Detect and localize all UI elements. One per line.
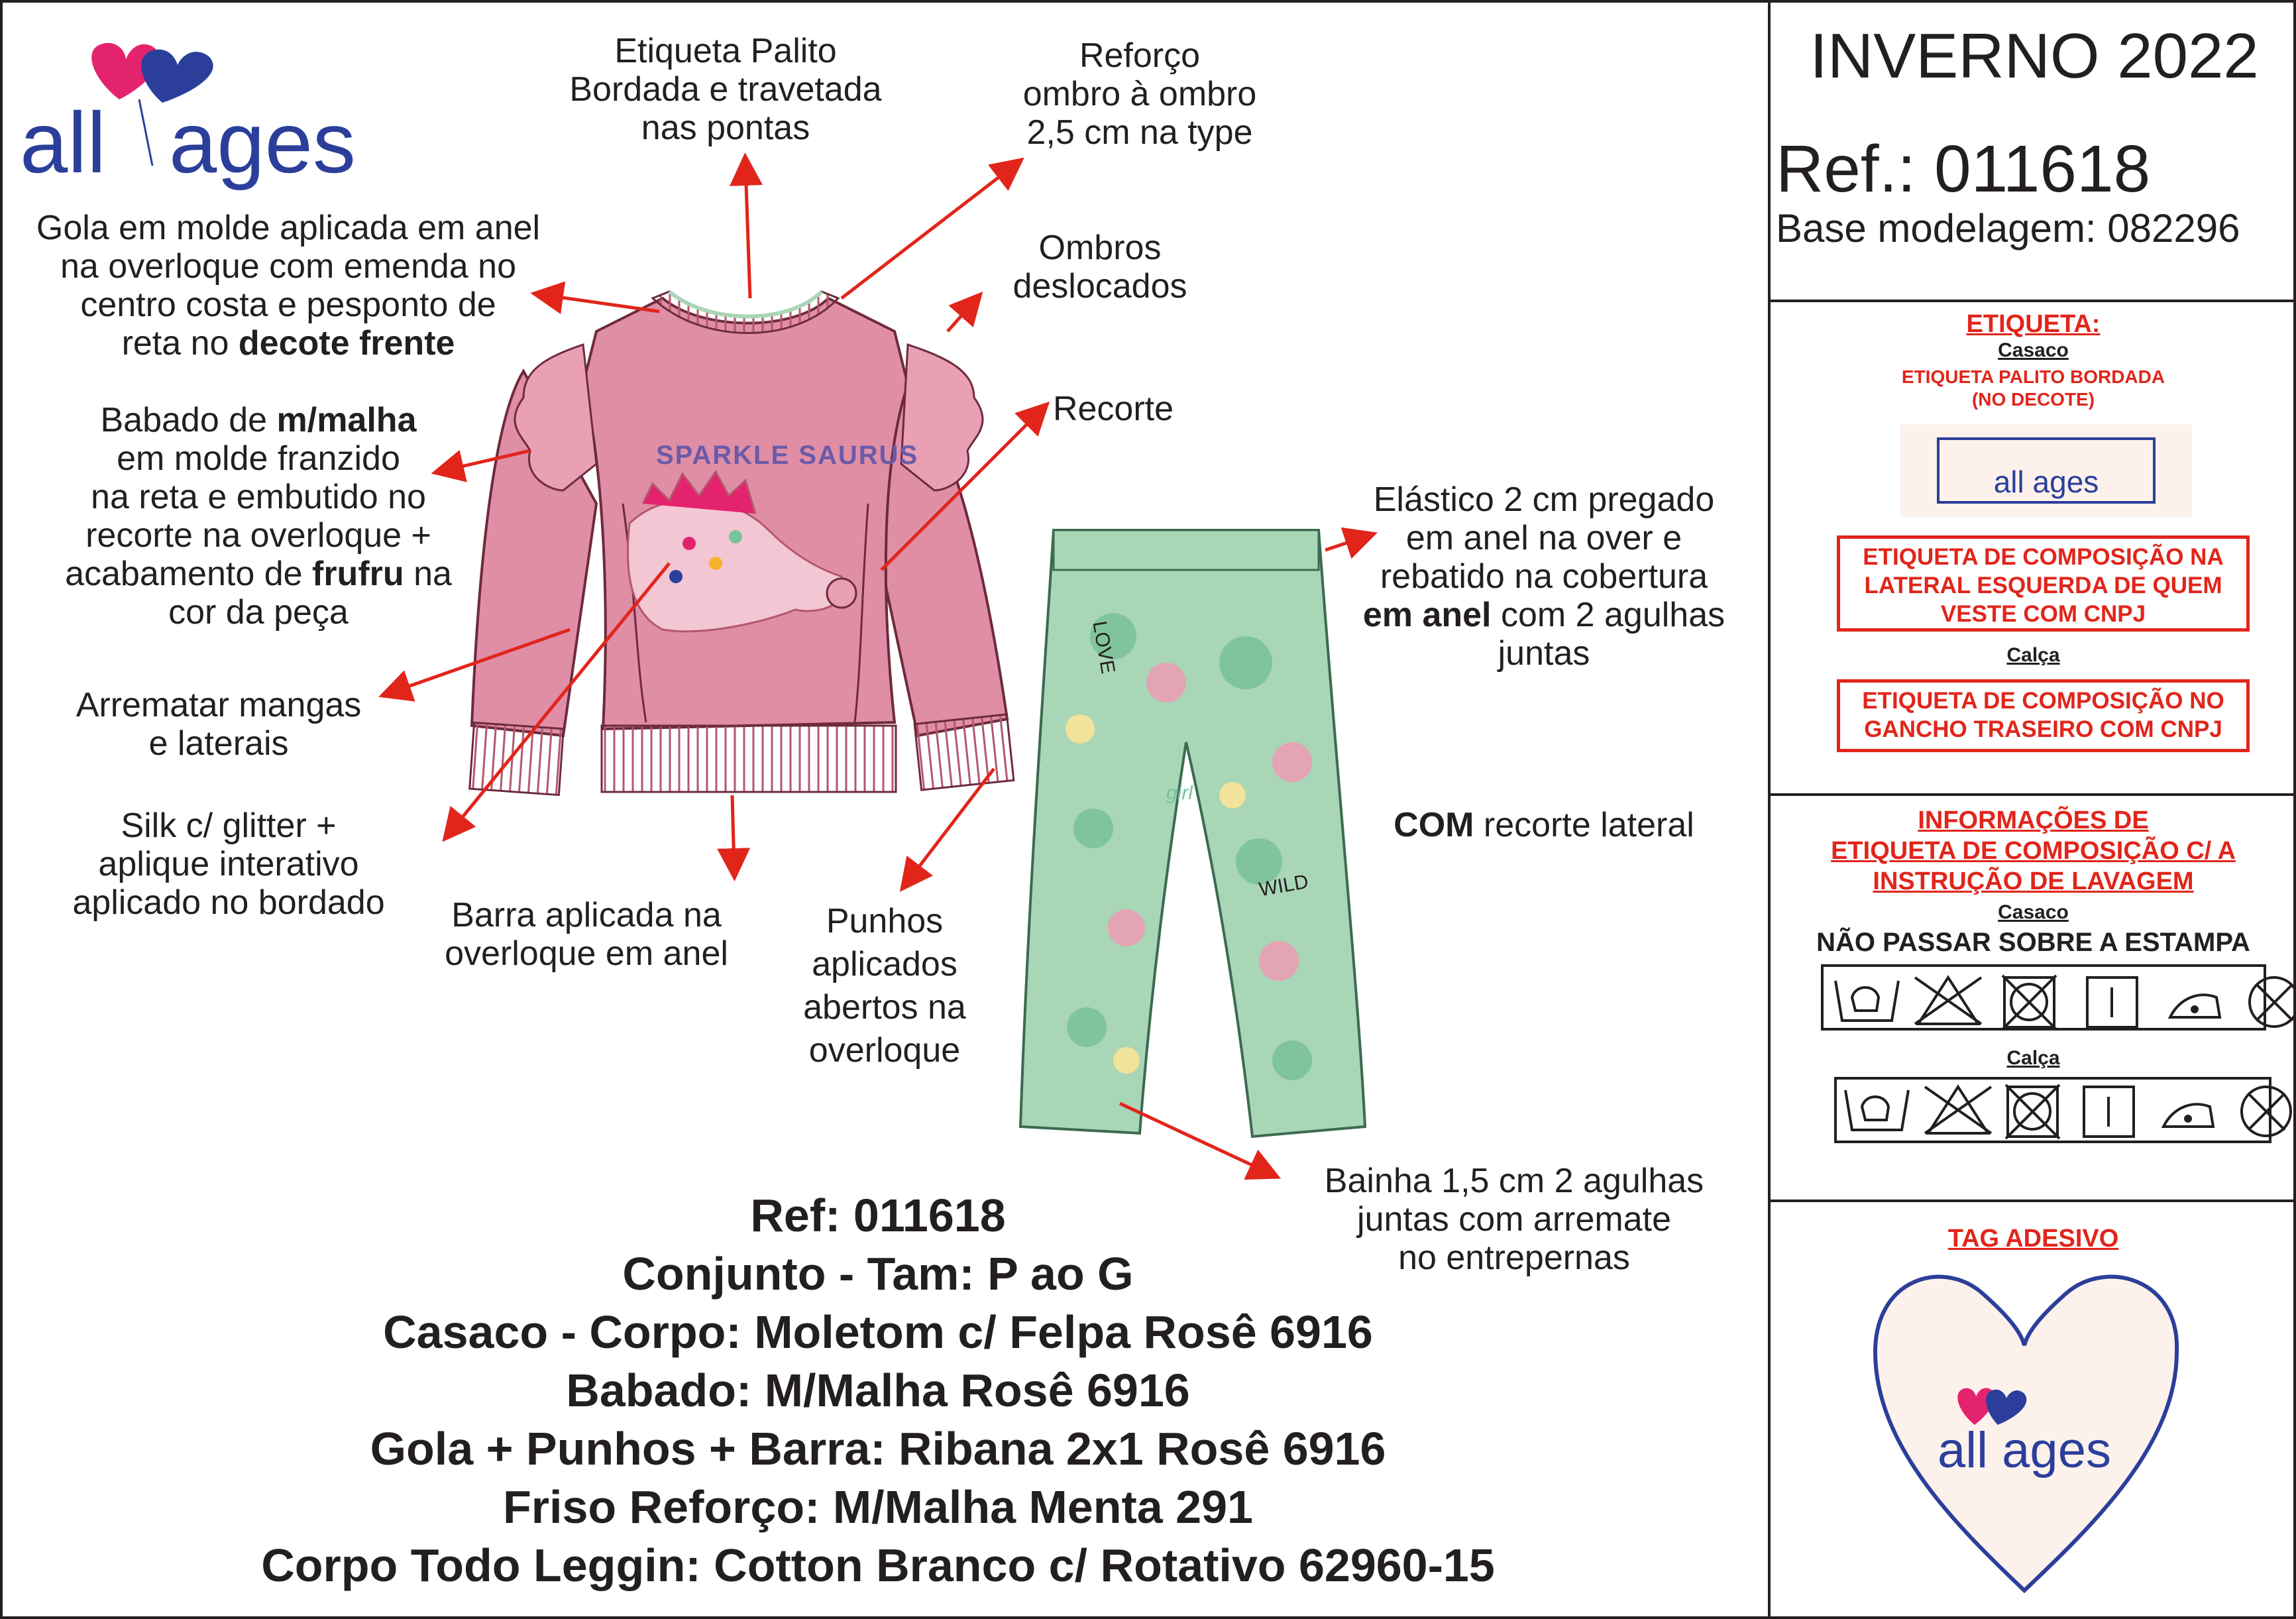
spec-casaco: Casaco - Corpo: Moletom c/ Felpa Rosê 6916 bbox=[383, 1306, 1373, 1358]
note-barra: Barra aplicada na overloque em anel bbox=[445, 896, 728, 973]
pants-print-love: LOVE bbox=[1088, 619, 1119, 676]
note-elastico: Elástico 2 cm pregado em anel na over e rebatido na cobertura em anel com 2 agulhas juntas bbox=[1362, 480, 1725, 673]
brand-word-all: all bbox=[20, 94, 107, 191]
care-row-calca bbox=[1834, 1077, 2271, 1143]
spec-ref: Ref: 011618 bbox=[750, 1190, 1006, 1241]
palito-label-preview bbox=[1900, 424, 2192, 517]
pants-print-wild: WILD bbox=[1257, 870, 1311, 901]
pants-drawing bbox=[1020, 530, 1365, 1137]
tag-brand: all ages bbox=[1938, 1422, 2111, 1479]
informacoes-casaco-label: Casaco bbox=[1998, 901, 2069, 923]
note-arrematar: Arrematar mangas e laterais bbox=[76, 686, 362, 763]
note-com-recorte: COM recorte lateral bbox=[1394, 806, 1694, 844]
spec-babado: Babado: M/Malha Rosê 6916 bbox=[566, 1365, 1190, 1416]
spec-friso: Friso Reforço: M/Malha Menta 291 bbox=[503, 1481, 1253, 1533]
note-reforco: Reforço ombro à ombro 2,5 cm na type bbox=[1022, 36, 1257, 152]
pants-print-girl: girl bbox=[1166, 782, 1193, 804]
tag-title: TAG ADESIVO bbox=[1947, 1225, 2119, 1253]
note-babado: Babado de m/malha em molde franzido na reta e embutido no recorte na overloque + acabamento de frufru na cor da peça bbox=[65, 401, 452, 632]
note-punhos: Punhos aplicados abertos na overloque bbox=[803, 902, 966, 1070]
sweatshirt-print-text: SPARKLE SAURUS bbox=[656, 441, 919, 470]
informacoes-calca-label: Calça bbox=[2006, 1047, 2060, 1069]
palito-label-brand: all ages bbox=[1993, 465, 2099, 499]
etiqueta-casaco-label: Casaco bbox=[1998, 339, 2069, 361]
base-modelagem: Base modelagem: 082296 bbox=[1776, 206, 2240, 251]
note-gola: Gola em molde aplicada em anel na overloque com emenda no centro costa e pesponto de reta no decote frente bbox=[36, 209, 541, 363]
note-recorte: Recorte bbox=[1052, 390, 1174, 428]
note-etiqueta-palito: Etiqueta Palito Bordada e travetada nas pontas bbox=[569, 32, 882, 147]
informacoes-warning: NÃO PASSAR SOBRE A ESTAMPA bbox=[1816, 928, 2250, 957]
composicao-casaco-box: ETIQUETA DE COMPOSIÇÃO NA LATERAL ESQUERDA DE QUEM VESTE COM CNPJ bbox=[1837, 535, 2250, 632]
spec-conjunto: Conjunto - Tam: P ao G bbox=[622, 1248, 1134, 1300]
spec-gola-punhos: Gola + Punhos + Barra: Ribana 2x1 Rosê 6916 bbox=[370, 1423, 1386, 1475]
etiqueta-palito-text: ETIQUETA PALITO BORDADA (NO DECOTE) bbox=[1901, 366, 2165, 410]
season-title: INVERNO 2022 bbox=[1810, 21, 2259, 91]
etiqueta-title: ETIQUETA: bbox=[1966, 310, 2101, 338]
ref-title: Ref.: 011618 bbox=[1776, 132, 2151, 206]
brand-word-ages: ages bbox=[169, 94, 356, 191]
sweatshirt-drawing bbox=[470, 292, 1014, 795]
care-row-casaco bbox=[1821, 964, 2266, 1031]
note-bainha: Bainha 1,5 cm 2 agulhas juntas com arremate no entrepernas bbox=[1324, 1162, 1704, 1277]
composicao-calca-box: ETIQUETA DE COMPOSIÇÃO NO GANCHO TRASEIRO COM CNPJ bbox=[1837, 679, 2250, 752]
note-silk: Silk c/ glitter + aplique interativo aplicado no bordado bbox=[72, 807, 385, 922]
etiqueta-calca-label: Calça bbox=[2006, 644, 2060, 666]
spec-corpo-leggin: Corpo Todo Leggin: Cotton Branco c/ Rotativo 62960-15 bbox=[261, 1539, 1495, 1591]
informacoes-title: INFORMAÇÕES DE ETIQUETA DE COMPOSIÇÃO C/ A INSTRUÇÃO DE LAVAGEM bbox=[1831, 807, 2236, 895]
note-ombros: Ombros deslocados bbox=[1012, 229, 1187, 306]
